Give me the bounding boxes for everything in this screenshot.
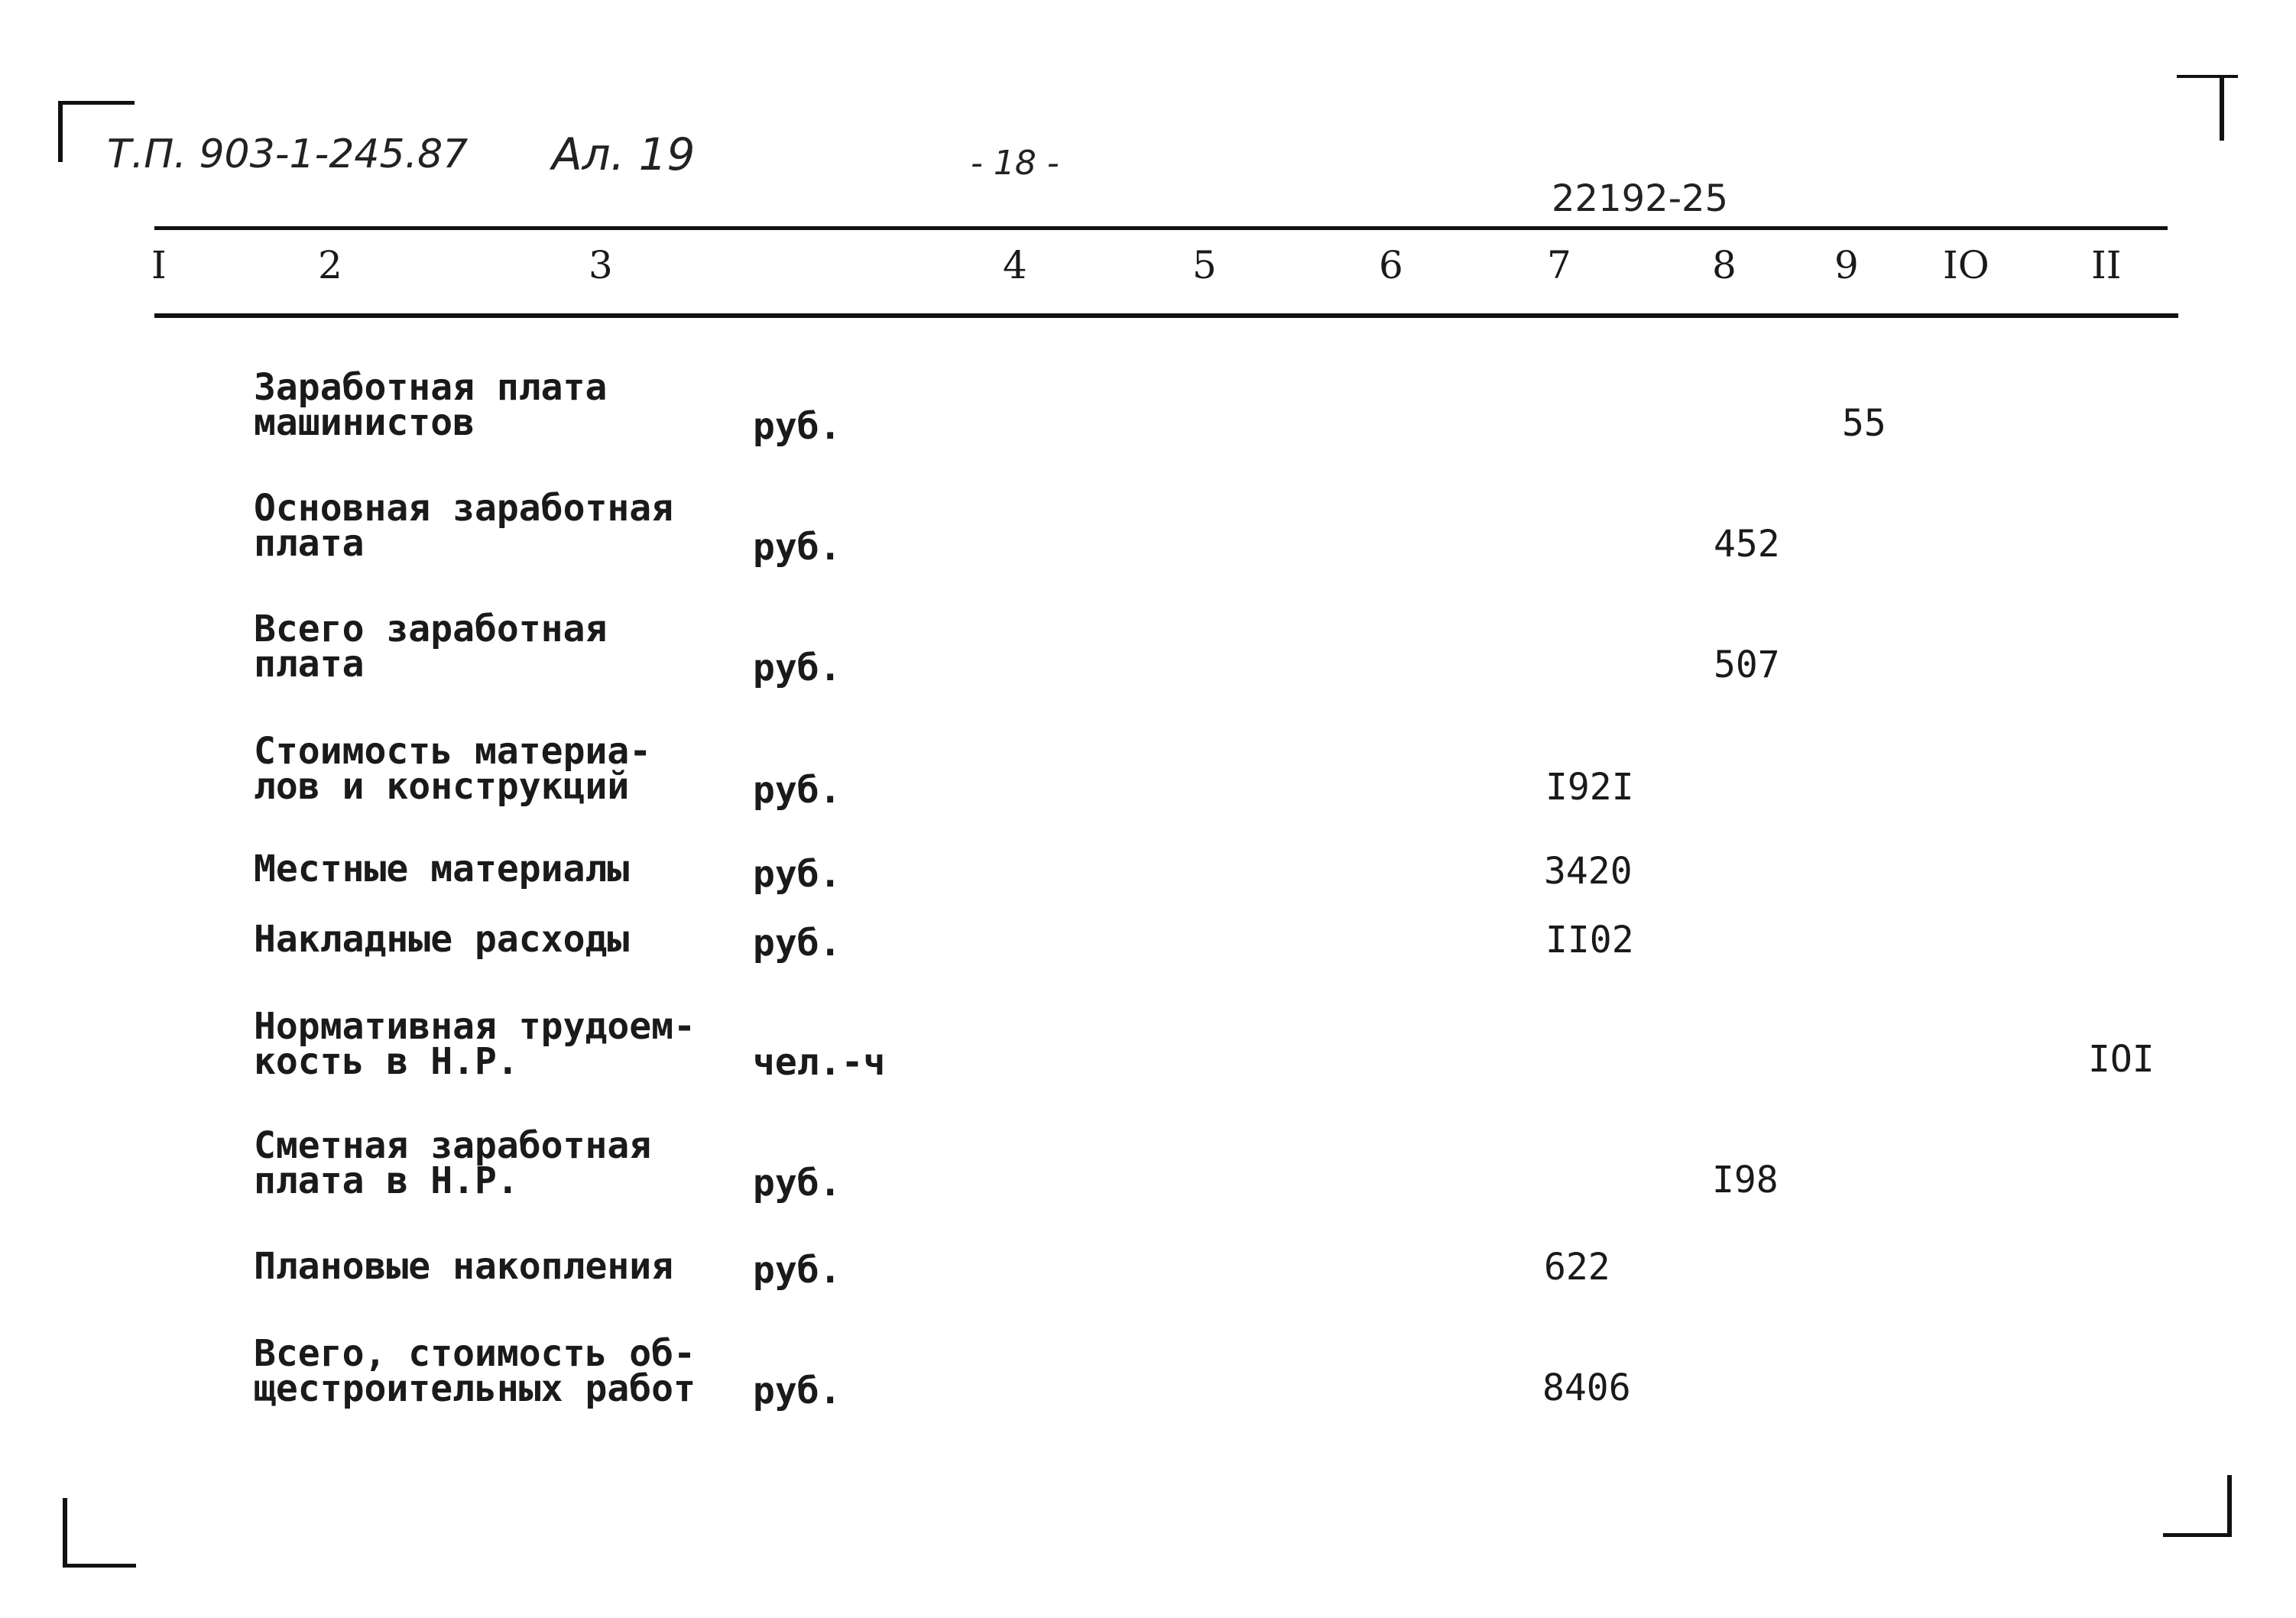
row-label: Нормативная трудоем- кость в Н.Р. [254,1005,696,1083]
row-label: Всего, стоимость об- щестроительных работ [254,1332,696,1410]
row-label: Сметная заработная плата в Н.Р. [254,1124,652,1202]
row-unit: руб. [753,405,842,448]
row-unit: руб. [753,1370,842,1412]
row-unit: руб. [753,853,842,896]
row-label: Всего заработная плата [254,608,608,686]
column-header-6: 6 [1379,243,1403,287]
column-header-10: IO [1943,243,1990,287]
row-value: 622 [1544,1246,1610,1289]
album-number: Ал. 19 [552,128,696,180]
row-value: 55 [1842,402,1886,445]
document-code: Т.П. 903-1-245.87 [107,131,469,177]
row-label: Стоимость материа- лов и конструкций [254,730,652,808]
row-unit: руб. [753,526,842,569]
row-unit: руб. [753,1249,842,1292]
row-label: Основная заработная плата [254,487,674,565]
row-unit: руб. [753,1162,842,1205]
column-header-3: 3 [589,243,613,287]
row-label: Местные материалы [254,848,630,890]
table-top-rule [154,226,2168,230]
row-value: I92I [1545,766,1634,809]
row-label: Накладные расходы [254,918,630,961]
row-label: Плановые накопления [254,1245,674,1288]
row-unit: чел.-ч [753,1041,886,1084]
column-header-7: 7 [1547,243,1571,287]
row-unit: руб. [753,769,842,812]
row-value: I98 [1712,1159,1779,1201]
row-value: IOI [2088,1038,2155,1081]
column-header-1: I [151,243,167,287]
row-label: Заработная плата машинистов [254,366,608,444]
row-value: 507 [1714,644,1780,686]
row-value: II02 [1545,919,1634,961]
row-value: 8406 [1542,1367,1631,1409]
row-value: 452 [1714,523,1780,566]
row-value: 3420 [1544,850,1633,893]
column-header-5: 5 [1192,243,1217,287]
sheet-code: 22192-25 [1552,177,1729,220]
column-header-2: 2 [318,243,342,287]
row-unit: руб. [753,922,842,965]
column-header-9: 9 [1834,243,1859,287]
page-number: - 18 - [971,144,1059,183]
column-header-4: 4 [1003,243,1027,287]
table-header-rule [154,313,2178,318]
row-unit: руб. [753,647,842,689]
column-header-8: 8 [1712,243,1737,287]
column-header-11: II [2091,243,2122,287]
